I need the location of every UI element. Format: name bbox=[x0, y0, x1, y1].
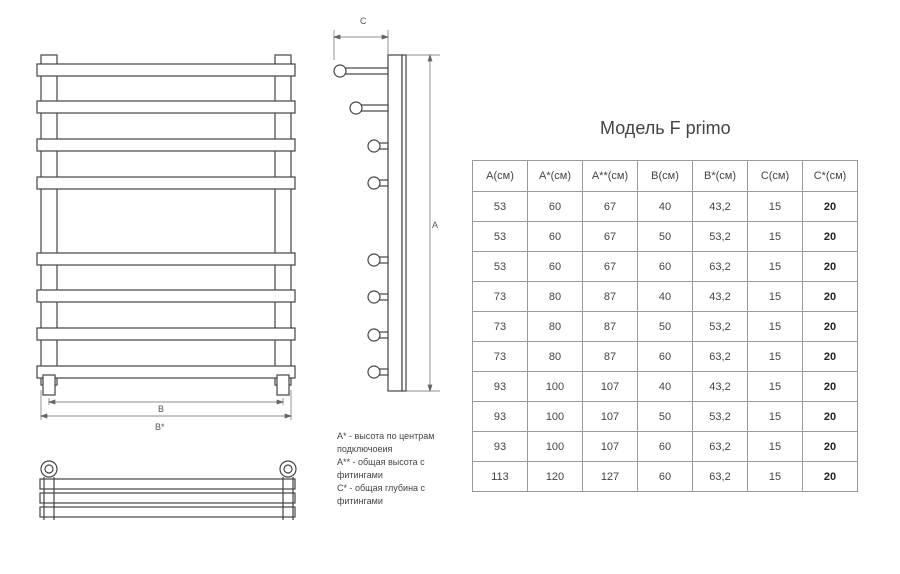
table-cell: 87 bbox=[583, 282, 638, 312]
top-view bbox=[40, 461, 296, 520]
table-cell: 127 bbox=[583, 462, 638, 492]
table-cell: 60 bbox=[528, 192, 583, 222]
table-row bbox=[473, 222, 858, 252]
table-cell: 73 bbox=[473, 282, 528, 312]
horizontal-bar bbox=[37, 139, 295, 151]
horizontal-bar bbox=[37, 101, 295, 113]
table-cell: 93 bbox=[473, 372, 528, 402]
right-fitting-ring bbox=[280, 461, 296, 477]
side-bar-profile bbox=[350, 102, 388, 114]
table-cell: 15 bbox=[748, 402, 803, 432]
table-cell: 40 bbox=[638, 372, 693, 402]
right-fitting bbox=[277, 375, 289, 395]
table-cell: 107 bbox=[583, 372, 638, 402]
column-header: A**(см) bbox=[583, 161, 638, 192]
horizontal-bar bbox=[37, 253, 295, 265]
table-cell: 15 bbox=[748, 252, 803, 282]
legend-a-star: A* - высота по центрам подключоеия bbox=[337, 431, 435, 454]
table-cell: 15 bbox=[748, 462, 803, 492]
table-cell: 100 bbox=[528, 402, 583, 432]
dimension-a-label: A bbox=[432, 220, 439, 230]
dimension-b-label: B bbox=[158, 404, 165, 414]
table-cell: 113 bbox=[473, 462, 528, 492]
column-header: B(см) bbox=[638, 161, 693, 192]
table-cell: 15 bbox=[748, 372, 803, 402]
table-cell: 87 bbox=[583, 312, 638, 342]
dimension-c-label: C bbox=[360, 16, 367, 26]
dimension-b-star-label: B* bbox=[155, 422, 165, 432]
wall-plate bbox=[402, 55, 406, 391]
table-row bbox=[473, 402, 858, 432]
column-header: C*(см) bbox=[803, 161, 858, 192]
horizontal-bar bbox=[37, 64, 295, 76]
table-row bbox=[473, 282, 858, 312]
table-header-row bbox=[473, 161, 858, 192]
table-cell: 60 bbox=[528, 252, 583, 282]
table-cell: 15 bbox=[748, 342, 803, 372]
table-cell: 67 bbox=[583, 222, 638, 252]
table-cell: 93 bbox=[473, 432, 528, 462]
legend-a-double-star: A** - общая высота с фитингами bbox=[337, 457, 425, 480]
table-cell: 53 bbox=[473, 222, 528, 252]
table-cell: 50 bbox=[638, 312, 693, 342]
table-cell: 53,2 bbox=[693, 222, 748, 252]
horizontal-bar bbox=[37, 177, 295, 189]
table-cell: 53 bbox=[473, 252, 528, 282]
table-cell: 53,2 bbox=[693, 312, 748, 342]
legend bbox=[337, 430, 457, 508]
side-bar-profile bbox=[368, 329, 388, 341]
table-cell: 63,2 bbox=[693, 432, 748, 462]
side-bar-profile bbox=[368, 140, 388, 152]
table-cell: 20 bbox=[803, 402, 858, 432]
table-cell: 120 bbox=[528, 462, 583, 492]
left-fitting-ring bbox=[41, 461, 57, 477]
table-cell: 93 bbox=[473, 402, 528, 432]
table-cell: 100 bbox=[528, 432, 583, 462]
table-cell: 67 bbox=[583, 192, 638, 222]
table-cell: 60 bbox=[638, 432, 693, 462]
table-cell: 67 bbox=[583, 252, 638, 282]
table-cell: 60 bbox=[638, 252, 693, 282]
width-dimensions bbox=[41, 390, 291, 420]
model-title: Модель F primo bbox=[600, 118, 731, 138]
table-cell: 15 bbox=[748, 282, 803, 312]
table-row bbox=[473, 372, 858, 402]
table-cell: 20 bbox=[803, 282, 858, 312]
table-cell: 50 bbox=[638, 402, 693, 432]
table-cell: 63,2 bbox=[693, 252, 748, 282]
table-cell: 73 bbox=[473, 312, 528, 342]
side-bar-profile bbox=[368, 366, 388, 378]
table-cell: 80 bbox=[528, 342, 583, 372]
legend-c-star: C* - общая глубина с фитингами bbox=[337, 483, 426, 506]
table-cell: 40 bbox=[638, 282, 693, 312]
horizontal-bar bbox=[37, 328, 295, 340]
table-cell: 60 bbox=[638, 462, 693, 492]
table-cell: 20 bbox=[803, 432, 858, 462]
side-bar-profile bbox=[368, 291, 388, 303]
table-cell: 87 bbox=[583, 342, 638, 372]
table-row bbox=[473, 432, 858, 462]
table-row bbox=[473, 192, 858, 222]
table-cell: 20 bbox=[803, 372, 858, 402]
column-header: A*(см) bbox=[528, 161, 583, 192]
side-bar-profile bbox=[368, 254, 388, 266]
table-cell: 43,2 bbox=[693, 192, 748, 222]
table-cell: 107 bbox=[583, 402, 638, 432]
table-cell: 15 bbox=[748, 312, 803, 342]
table-cell: 15 bbox=[748, 192, 803, 222]
table-cell: 50 bbox=[638, 222, 693, 252]
table-row bbox=[473, 342, 858, 372]
side-bar-profile bbox=[368, 177, 388, 189]
table-cell: 43,2 bbox=[693, 282, 748, 312]
table-cell: 15 bbox=[748, 432, 803, 462]
table-row bbox=[473, 312, 858, 342]
table-cell: 20 bbox=[803, 462, 858, 492]
table-cell: 73 bbox=[473, 342, 528, 372]
table-row bbox=[473, 252, 858, 282]
horizontal-bar bbox=[37, 366, 295, 378]
table-cell: 100 bbox=[528, 372, 583, 402]
horizontal-bar bbox=[37, 290, 295, 302]
table-cell: 80 bbox=[528, 312, 583, 342]
side-bar-profile bbox=[334, 65, 388, 77]
table-cell: 80 bbox=[528, 282, 583, 312]
spec-table bbox=[472, 160, 858, 492]
front-view bbox=[37, 55, 295, 395]
table-cell: 63,2 bbox=[693, 342, 748, 372]
table-cell: 20 bbox=[803, 192, 858, 222]
table-cell: 20 bbox=[803, 222, 858, 252]
table-cell: 20 bbox=[803, 252, 858, 282]
side-view bbox=[334, 30, 440, 391]
table-cell: 20 bbox=[803, 342, 858, 372]
table-cell: 20 bbox=[803, 312, 858, 342]
table-cell: 40 bbox=[638, 192, 693, 222]
table-cell: 60 bbox=[528, 222, 583, 252]
table-row bbox=[473, 462, 858, 492]
table-cell: 53 bbox=[473, 192, 528, 222]
table-cell: 15 bbox=[748, 222, 803, 252]
column-header: B*(см) bbox=[693, 161, 748, 192]
left-fitting bbox=[43, 375, 55, 395]
table-cell: 63,2 bbox=[693, 462, 748, 492]
side-tube bbox=[388, 55, 402, 391]
column-header: C(см) bbox=[748, 161, 803, 192]
table-cell: 107 bbox=[583, 432, 638, 462]
table-cell: 43,2 bbox=[693, 372, 748, 402]
column-header: A(см) bbox=[473, 161, 528, 192]
table-cell: 53,2 bbox=[693, 402, 748, 432]
table-cell: 60 bbox=[638, 342, 693, 372]
